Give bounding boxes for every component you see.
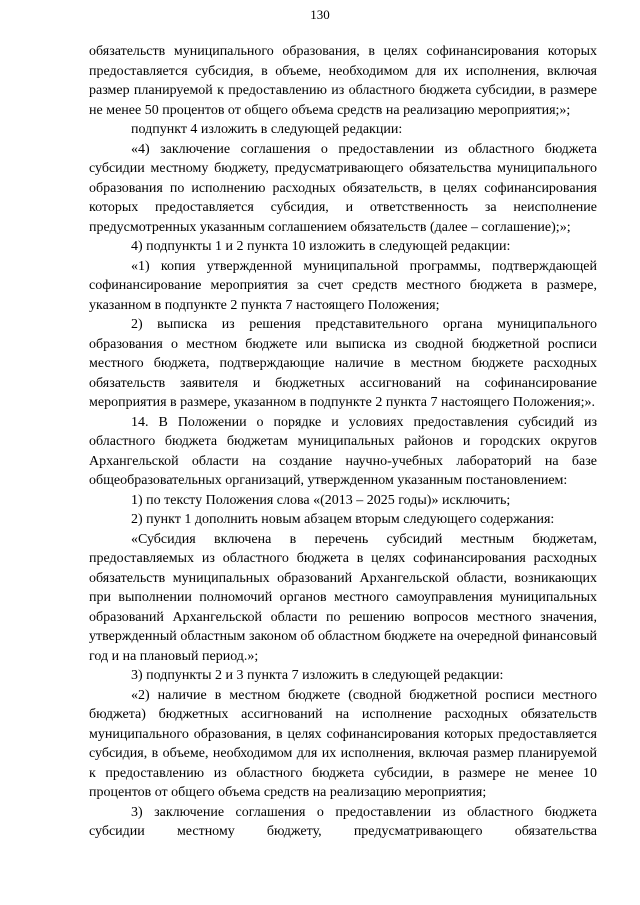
paragraph: 14. В Положении о порядке и условиях предоставления субсидий из областного бюджета бюджетам муниципальных районов и городских округов Архангельской области на создание научно-учебных лабораторий на базе общеобразовательных организаций, утвержденном указанным постановлением: [89, 414, 597, 488]
paragraph: 2) пункт 1 дополнить новым абзацем вторым следующего содержания: [131, 512, 555, 527]
paragraph-cut-off: 3) заключение соглашения о предоставлении из областного бюджета субсидии местному бюджету, предусматривающего обязательства [89, 804, 597, 839]
paragraph: 2) выписка из решения представительного органа муниципального образования о местном бюджете или выписка из сводной бюджетной росписи местного бюджета, подтверждающие наличие в местном бюджете расходных обязательств заявителя и бюджетных ассигнований на софинансирование мероприятия в размере, указанном в подпункте 2 пункта 7 настоящего Положения;». [89, 317, 597, 410]
paragraph: «1) копия утвержденной муниципальной программы, подтверждающей софинансирование мероприятия за счет средств местного бюджета в размере, указанном в подпункте 2 пункта 7 настоящего Положения; [89, 258, 597, 313]
paragraph: 1) по тексту Положения слова «(2013 – 2025 годы)» исключить; [131, 492, 511, 508]
document-body [89, 42, 597, 842]
paragraph: «4) заключение соглашения о предоставлении из областного бюджета субсидии местному бюджету, предусматривающего обязательства муниципального образования по исполнению расходных обязательств, в целях софинансирования которых предоставляется субсидия, и ответственность за неисполнение предусмотренных указанным соглашением обязательств (далее – соглашение);»; [89, 141, 597, 235]
paragraph: 3) подпункты 2 и 3 пункта 7 изложить в следующей редакции: [131, 668, 504, 683]
paragraph: 4) подпункты 1 и 2 пункта 10 изложить в следующей редакции: [131, 239, 511, 254]
paragraph: подпункт 4 изложить в следующей редакции: [131, 122, 403, 137]
paragraph: «Субсидия включена в перечень субсидий местным бюджетам, предоставляемых из областного бюджета в целях софинансирования расходных обязательств муниципальных образований Архангельской области, возникающих при выполнении полномочий органов местного самоуправления муниципальных образований Архангельской области по решению вопросов местного значения, утвержденный областным законом об областном бюджете на очередной финансовый год и на плановый период.»; [89, 531, 597, 664]
paragraph: «2) наличие в местном бюджете (сводной бюджетной росписи местного бюджета) бюджетных ассигнований на исполнение расходных обязательств муниципального образования, в целях софинансирования которых предоставляется субсидия, в объеме, необходимом для их исполнения, включая размер планируемой к предоставлению из областного бюджета субсидии, в размере не менее 10 процентов от общего объема средств на реализацию мероприятия; [89, 687, 597, 800]
paragraph-continuation: обязательств муниципального образования, в целях софинансирования которых предоставляется субсидия, в объеме, необходимом для их исполнения, включая размер планируемой к предоставлению из областного бюджета субсидии, в размере не менее 50 процентов от общего объема средств на реализацию мероприятия;»; [89, 44, 597, 118]
page-number: 130 [310, 7, 330, 22]
